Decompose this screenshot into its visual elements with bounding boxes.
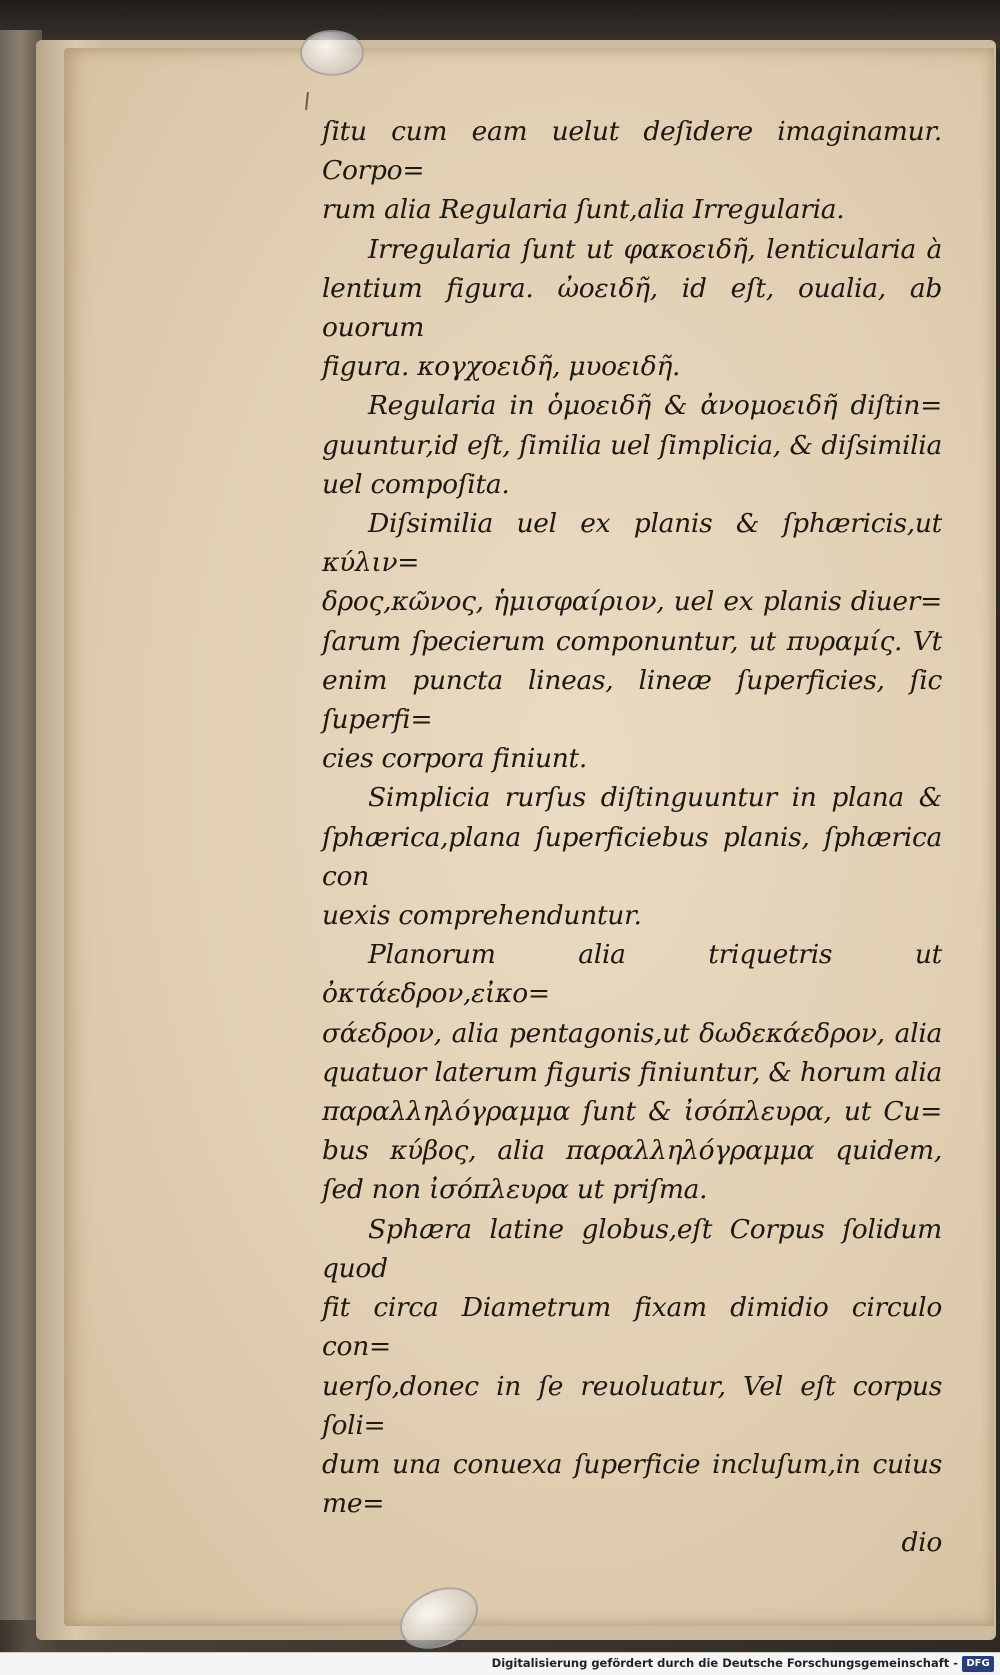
text-line: uerſo,donec in ſe reuoluatur, Vel eſt corpus ſoli= bbox=[322, 1370, 942, 1441]
page-text bbox=[322, 112, 942, 1563]
text-line: Irregularia ſunt ut φακοειδῆ, lenticularia à bbox=[368, 233, 942, 265]
text-line: enim puncta lineas, lineæ ſuperficies, ſic ſuperfi= bbox=[322, 664, 942, 736]
text-line: uexis comprehenduntur. bbox=[322, 900, 642, 932]
text-line: uel compoſita. bbox=[322, 468, 510, 500]
text-line: σάεδρον, alia pentagonis,ut δωδεκάεδρον, alia bbox=[322, 1017, 942, 1049]
text-line: cies corpora finiunt. bbox=[322, 743, 588, 775]
text-line: Regularia in ὁμοειδῆ & ἀνομοειδῆ diſtin= bbox=[368, 390, 942, 422]
text-line: δρος,κῶνος, ἡμισφαίριον, uel ex planis diuer= bbox=[322, 586, 942, 618]
footer-credit: Digitalisierung gefördert durch die Deutsche Forschungsgemeinschaft - bbox=[491, 1656, 958, 1670]
dfg-logo: DFG bbox=[962, 1656, 994, 1672]
paragraph bbox=[322, 935, 942, 1209]
paragraph bbox=[322, 1210, 942, 1524]
text-line: Planorum alia triquetris ut ὀκτάεδρον,εἰκο= bbox=[322, 939, 942, 1010]
paragraph bbox=[322, 230, 942, 387]
footer-bar bbox=[0, 1652, 1000, 1675]
text-line: rum alia Regularia ſunt,alia Irregularia. bbox=[322, 194, 845, 226]
paragraph bbox=[322, 112, 942, 230]
text-line: quatuor laterum figuris finiuntur, & horum alia bbox=[322, 1056, 942, 1088]
text-line: ſed non ἰσόπλευρα ut priſma. bbox=[322, 1174, 708, 1206]
text-line: lentium figura. ὠοειδῆ, id eſt, oualia, ab ouorum bbox=[322, 272, 942, 344]
text-line: παραλληλόγραμμα ſunt & ἰσόπλευρα, ut Cu= bbox=[322, 1096, 942, 1128]
text-line: ſitu cum eam uelut deſidere imaginamur. Corpo= bbox=[322, 116, 942, 187]
text-line: Sphæra latine globus,eſt Corpus ſolidum quod bbox=[322, 1213, 942, 1284]
text-line: ſphærica,plana ſuperficiebus planis, ſphærica con bbox=[322, 821, 942, 892]
text-line: Simplicia rurſus diſtinguuntur in plana & bbox=[368, 782, 942, 814]
text-line: guuntur,id eſt, ſimilia uel ſimplicia, & diſsimilia bbox=[322, 429, 942, 461]
text-line: fit circa Diametrum fixam dimidio circulo con= bbox=[322, 1292, 942, 1363]
paragraph bbox=[322, 778, 942, 935]
paragraph bbox=[322, 386, 942, 504]
page-clip-top bbox=[300, 30, 364, 76]
text-line: dum una conuexa ſuperficie incluſum,in cuius me= bbox=[322, 1448, 942, 1520]
text-line: Diſsimilia uel ex planis & ſphæricis,ut κύλιν= bbox=[322, 508, 942, 579]
text-line: bus κύβος, alia παραλληλόγραμμα quidem, bbox=[322, 1135, 942, 1167]
text-line: ſarum ſpecierum componuntur, ut πυραμίς. Vt bbox=[322, 625, 942, 657]
catchword: dio bbox=[901, 1527, 942, 1559]
paragraph bbox=[322, 504, 942, 778]
text-line: figura. κογχοειδῆ, μυοειδῆ. bbox=[322, 351, 681, 383]
